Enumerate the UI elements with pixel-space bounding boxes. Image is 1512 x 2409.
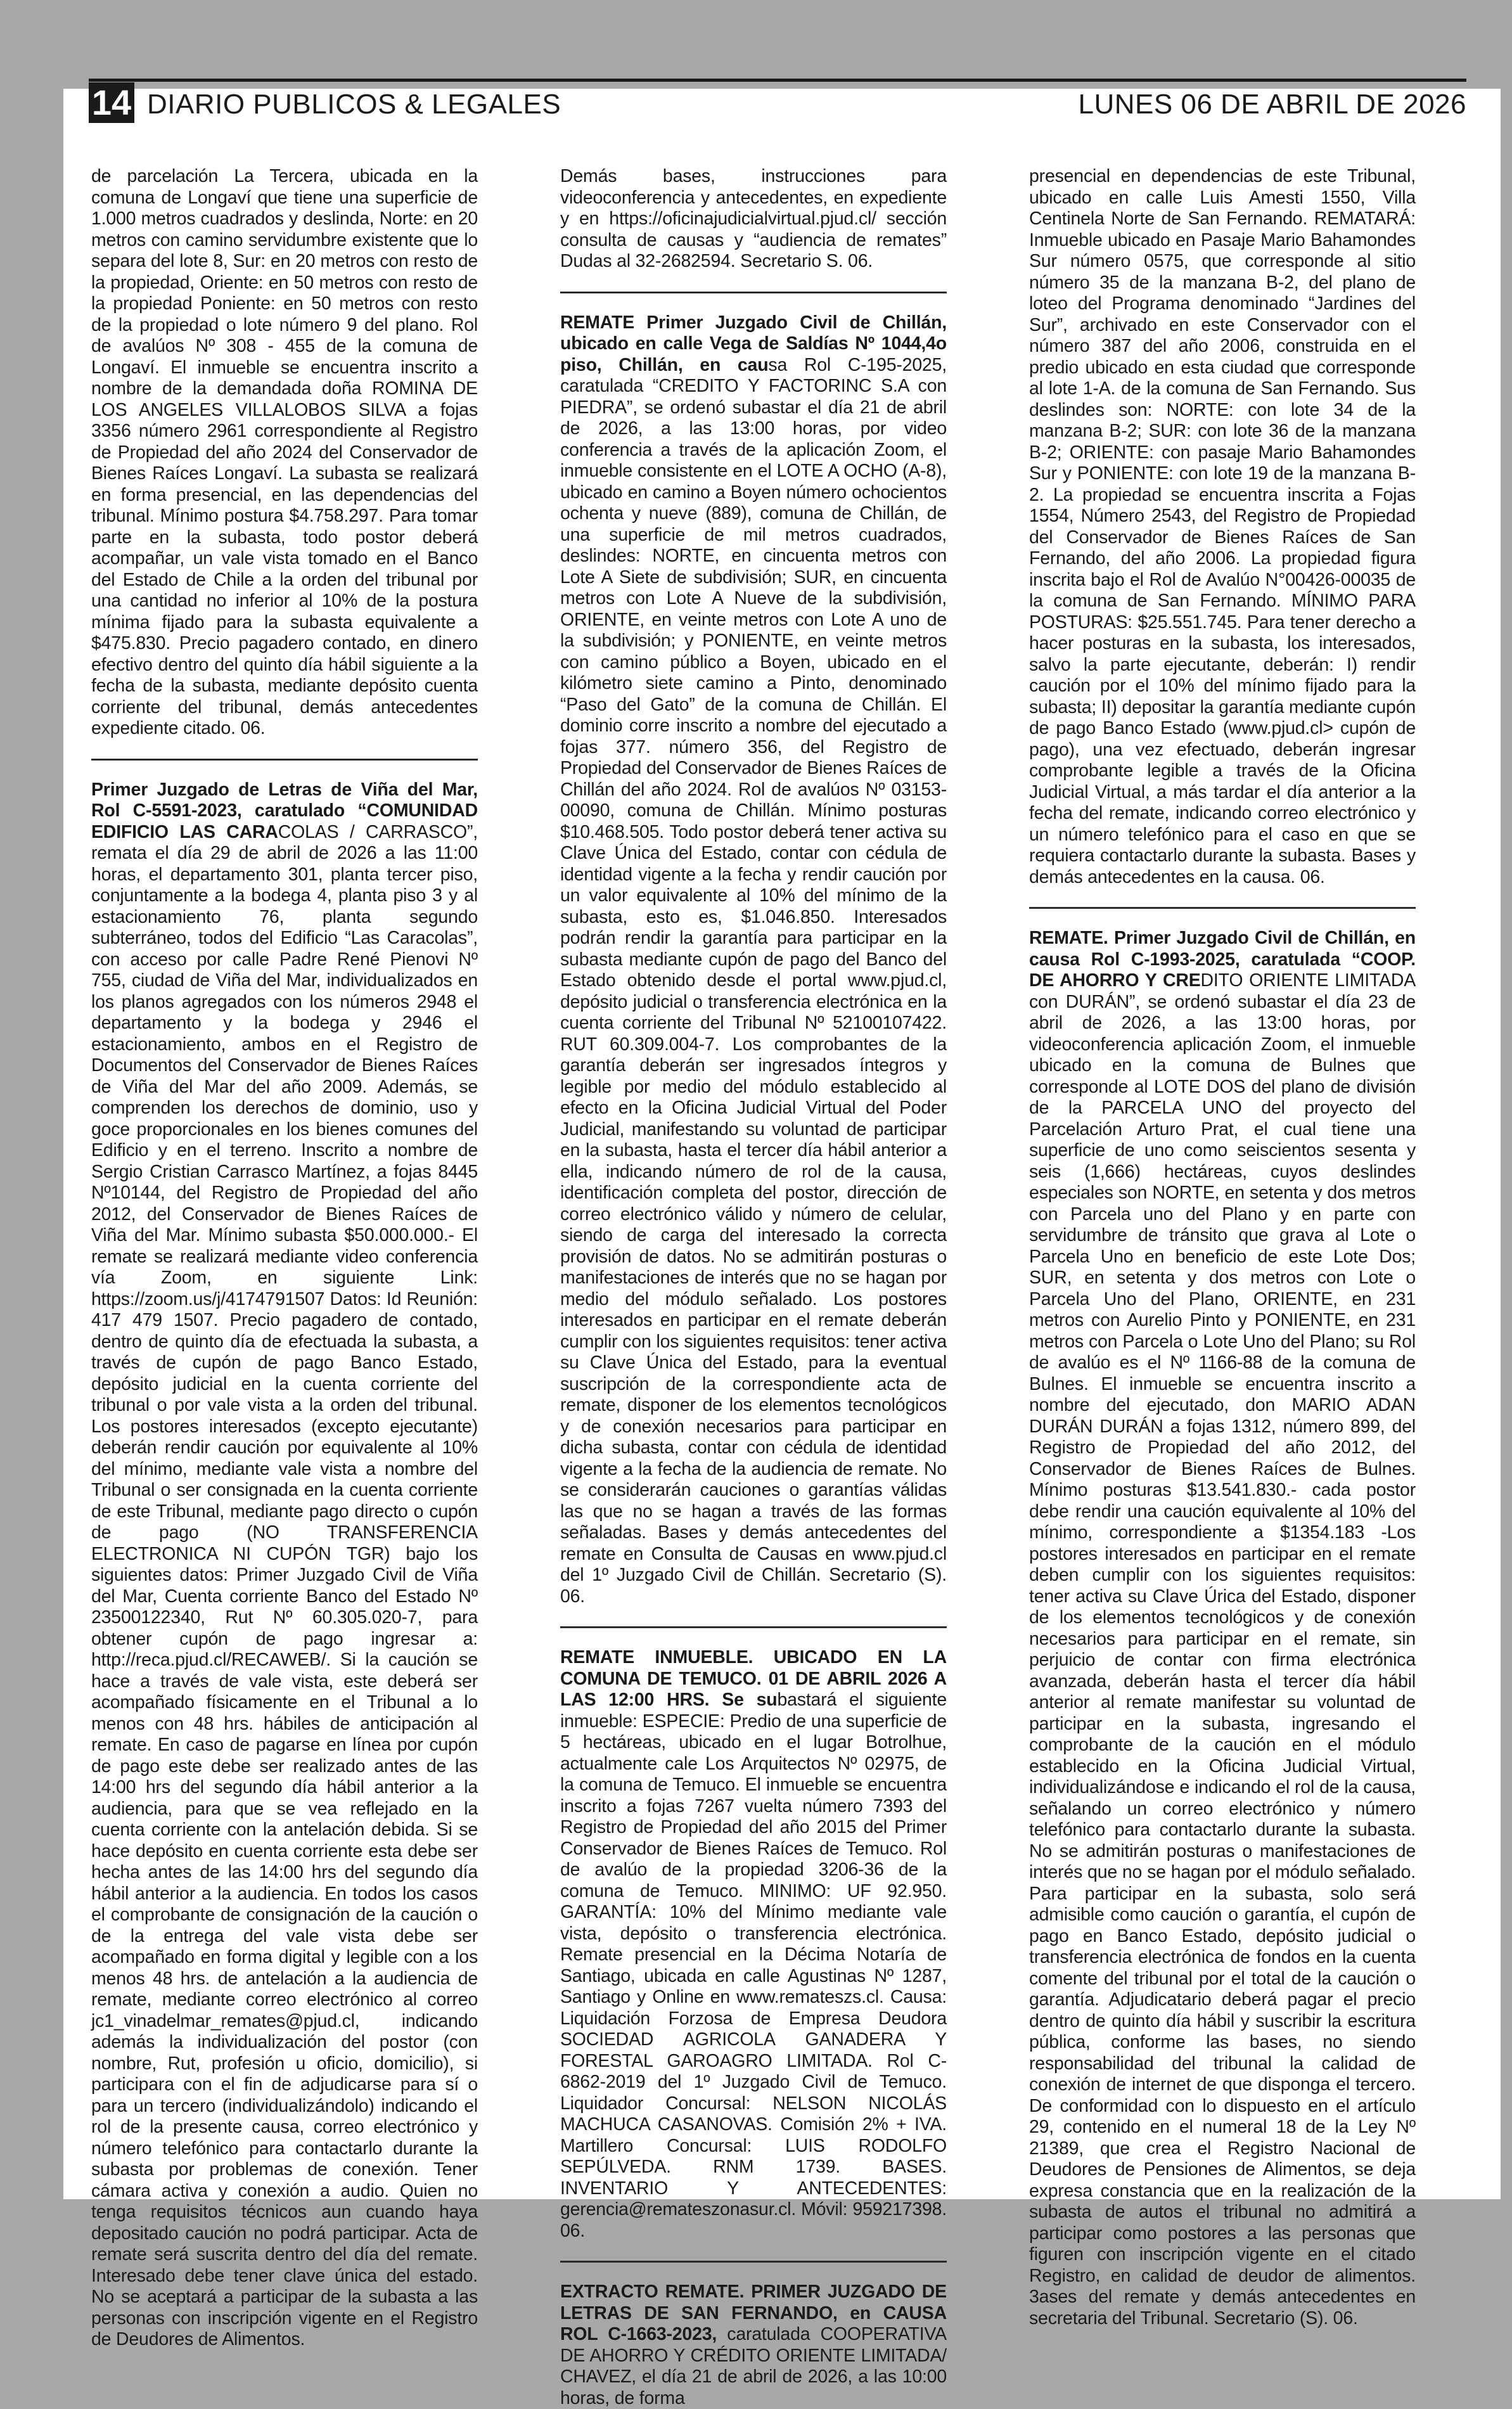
notice: [91, 166, 478, 740]
notice-text: [91, 166, 478, 740]
notice-body: de parcelación La Tercera, ubicada en la comuna de Longaví que tiene una superficie de 1.000 metros cuadrados y deslinda, Norte: en 20 metros con camino servidumbre existente que lo separa del lote 8, Sur: en 20 metros con resto de la propiedad, Oriente: en 50 metros con resto de la propiedad Poniente: en 50 metros con resto de la propiedad o lote número 9 del plano. Rol de avalúos Nº 308 - 455 de la comuna de Longaví. El inmueble se encuentra inscrito a nombre de la demandada doña ROMINA DE LOS ANGELES VILLALOBOS SILVA a fojas 3356 número 2961 correspondiente al Registro de Propiedad del año 2024 del Conservador de Bienes Raíces Longaví. La subasta se realizará en forma presencial, en las dependencias del tribunal. Mínimo postura $4.758.297. Para tomar parte en la subasta, todo postor deberá acompañar, un vale vista tomado en el Banco del Estado de Chile a la orden del tribunal por una cantidad no inferior al 10% de la postura mínima fijado para la subasta equivalente a $475.830. Precio pagadero contado, en dinero efectivo dentro del quinto día hábil siguiente a la fecha de la subasta, mediante depósito cuenta corriente del tribunal, demás antecedentes expediente citado. 06.: [91, 166, 478, 738]
notice: [560, 166, 947, 273]
notice-text: [560, 2282, 947, 2409]
notice-lead: EXTRACTO REMATE. PRIMER JUZGADO DE LETRAS DE SAN FERNANDO, en CAUSA ROL C-1663-2023,: [560, 2282, 947, 2344]
page-header: [89, 79, 1466, 123]
publication-date: LUNES 06 DE ABRIL DE 2026: [1078, 89, 1466, 120]
notice-lead: REMATE Primer Juzgado Civil de Chillán, ubicado en calle Vega de Saldías Nº 1044,4o piso, Chillán, en cau: [560, 312, 947, 375]
notice-body: COLAS / CARRASCO”, remata el día 29 de abril de 2026 a las 11:00 horas, el departamento 301, planta tercer piso, conjuntamente a la bodega 4, planta piso 3 y al estacionamiento 76, planta segundo subterráneo, todos del Edificio “Las Caracolas”, con acceso por calle Padre René Pienovi Nº 755, ciudad de Viña del Mar, individualizados en los planos agregados con los números 2948 el departamento y la bodega y 2946 el estacionamiento, ambos en el Registro de Documentos del Conservador de Bienes Raíces de Viña del Mar del año 2009. Además, se comprenden los derechos de dominio, uso y goce proporcionales en los bienes comunes del Edificio y en el terreno. Inscrito a nombre de Sergio Cristian Carrasco Martínez, a fojas 8445 Nº10144, del Registro de Propiedad del año 2012, del Conservador de Bienes Raíces de Viña del Mar. Mínimo subasta $50.000.000.- El remate se realizará mediante video conferencia vía Zoom, en siguiente Link: https://zoom.us/j/4174791507 Datos: Id Reunión: 417 479 1507. Precio pagadero de contado, dentro de quinto día de efectuada la subasta, a través de cupón de pago Banco Estado, depósito judicial en la cuenta corriente del tribunal o por vale vista a la orden del tribunal. Los postores interesados (excepto ejecutante) deberán rendir caución por equivalente al 10% del mínimo, mediante vale vista a nombre del Tribunal o ser consignada en la cuenta corriente de este Tribunal, mediante pago directo o cupón de pago (NO TRANSFERENCIA ELECTRONICA NI CUPÓN TGR) bajo los siguientes datos: Primer Juzgado Civil de Viña del Mar, Cuenta corriente Banco del Estado Nº 23500122340, Rut Nº 60.305.020-7, para obtener cupón de pago ingresar a: http://reca.pjud.cl/RECAWEB/. Si la caución se hace a través de vale vista, este deberá ser acompañado físicamente en el Tribunal a lo menos con 48 hrs. hábiles de anticipación al remate. En caso de pagarse en línea por cupón de pago este debe ser realizado antes de las 14:00 hrs del segundo día hábil anterior a la audiencia, para que se vea reflejado en la cuenta corriente con la antelación debida. Si se hace depósito en cuenta corriente esta debe ser hecha antes de las 14:00 hrs del segundo día hábil anterior a la audiencia. En todos los casos el comprobante de consignación de la caución o de la entrega del vale vista debe ser acompañado en forma digital y legible con a los menos 48 hrs. de antelación a la audiencia de remate, mediante correo electrónico al correo jc1_vinadelmar_remates@pjud.cl, indicando además la individualización del postor (con nombre, Rut, profesión u oficio, domicilio), si participara con el fin de adjudicarse para sí o para un tercero (individualizándolo) indicando el rol de la presente causa, correo electrónico y número telefónico para contactarlo durante la subasta por problemas de conexión. Tener cámara activa y conexión a audio. Quien no tenga requisitos técnicos aun cuando haya depositado caución no podrá participar. Acta de remate será suscrita dentro del día del remate. Interesado debe tener clave única del estado. No se aceptará a participar de la subasta a las personas con inscripción vigente en el Registro de Deudores de Alimentos.: [91, 821, 478, 2349]
notice-body: Demás bases, instrucciones para videoconferencia y antecedentes, en expediente y en https://oficinajudicialvirtual.pjud.cl/ sección consulta de causas y “audiencia de remates” Dudas al 32-2682594. Secretario S. 06.: [560, 166, 947, 271]
header-rule: [89, 79, 1466, 82]
notice-text: [91, 780, 478, 2351]
notice-text: [1029, 166, 1416, 888]
notice-lead: REMATE. Primer Juzgado Civil de Chillán, en causa Rol C-1993-2025, caratulada “COOP. DE AHORRO Y CRE: [1029, 928, 1416, 991]
notice-body: caratulada COOPERATIVA DE AHORRO Y CRÉDITO ORIENTE LIMITADA/ CHAVEZ, el día 21 de abril de 2026, a las 10:00 horas, de forma: [560, 2324, 947, 2408]
notice-text: [560, 312, 947, 1608]
column-3: [1029, 166, 1416, 2329]
column-2: [560, 166, 947, 2408]
column-1: [91, 166, 478, 2349]
notice: [560, 2261, 947, 2409]
notice: [560, 292, 947, 1608]
notice-lead: Primer Juzgado de Letras de Viña del Mar, Rol C-5591-2023, caratulado “COMUNIDAD EDIFICIO LAS CARA: [91, 779, 478, 842]
notice: [1029, 907, 1416, 2329]
notice-body: sa Rol C-195-2025, caratulada “CREDITO Y FACTORINC S.A con PIEDRA”, se ordenó subastar el día 21 de abril de 2026, a las 13:00 horas, por video conferencia a través de la aplicación Zoom, el inmueble consistente en el LOTE A OCHO (A-8), ubicado en camino a Boyen número ochocientos ochenta y nueve (889), comuna de Chillán, de una superficie de mil metros cuadrados, deslindes: NORTE, en cincuenta metros con Lote A Siete de subdivisión; SUR, en cincuenta metros con Lote A Nueve de la subdivisión, ORIENTE, en veinte metros con Lote A uno de la subdivisión; y PONIENTE, en veinte metros con camino público a Boyen, ubicado en el kilómetro siete camino a Pinto, denominado “Paso del Gato” de la comuna de Chillán. El dominio corre inscrito a nombre del ejecutado a fojas 377. número 356, del Registro de Propiedad del Conservador de Bienes Raíces de Chillán del año 2024. Rol de avalúos Nº 03153-00090, comuna de Chillán. Mínimo posturas $10.468.505. Todo postor deberá tener activa su Clave Única del Estado, contar con cédula de identidad vigente a la fecha y rendir caución por un valor equivalente al 10% del mínimo de la subasta, esto es, $1.046.850. Interesados podrán rendir la garantía para participar en la subasta mediante cupón de pago del Banco del Estado obtenido desde el portal www.pjud.cl, depósito judicial o transferencia electrónica en la cuenta corriente del Tribunal Nº 52100107422. RUT 60.309.004-7. Los comprobantes de la garantía deberán ser ingresados íntegros y legible por medio del módulo establecido al efecto en la Oficina Judicial Virtual del Poder Judicial, manifestando su voluntad de participar en la subasta, hasta el tercer día hábil anterior a ella, indicando número de rol de la causa, identificación completa del postor, dirección de correo electrónico válido y número de celular, siendo de carga del interesado la correcta provisión de datos. No se admitirán posturas o manifestaciones de interés que no se hagan por medio del módulo señalado. Los postores interesados en participar en el remate deberán cumplir con los siguientes requisitos: tener activa su Clave Única del Estado, para la eventual suscripción de la correspondiente acta de remate, disponer de los elementos tecnológicos y de conexión necesarios para participar en dicha subasta, contar con cédula de identidad vigente a la fecha de la audiencia de remate. No se considerarán cauciones o garantías válidas las que no se hagan a través de las formas señaladas. Bases y demás antecedentes del remate en Consulta de Causas en www.pjud.cl del 1º Juzgado Civil de Chillán. Secretario (S). 06.: [560, 354, 947, 1607]
publication-name: DIARIO PUBLICOS & LEGALES: [147, 89, 561, 120]
notice-body: bastará el siguiente inmueble: ESPECIE: Predio de una superficie de 5 hectáreas, ubicado en el lugar Botrolhue, actualmente cale Los Arquitectos Nº 02975, de la comuna de Temuco. El inmueble se encuentra inscrito a fojas 7267 vuelta número 7393 del Registro de Propiedad del año 2015 del Primer Conservador de Bienes Raíces de Temuco. Rol de avalúo de la propiedad 3206-36 de la comuna de Temuco. MINIMO: UF 92.950. GARANTÍA: 10% del Mínimo mediante vale vista, depósito o transferencia electrónica. Remate presencial en la Décima Notaría de Santiago, ubicada en calle Agustinas Nº 1287, Santiago y Online en www.remateszs.cl. Causa: Liquidación Forzosa de Empresa Deudora SOCIEDAD AGRICOLA GANADERA Y FORESTAL GAROAGRO LIMITADA. Rol C-6862-2019 del 1º Juzgado Civil de Temuco. Liquidador Concursal: NELSON NICOLÁS MACHUCA CASANOVAS. Comisión 2% + IVA. Martillero Concursal: LUIS RODOLFO SEPÚLVEDA. RNM 1739. BASES. INVENTARIO Y ANTECEDENTES: gerencia@remateszonasur.cl. Móvil: 959217398. 06.: [560, 1690, 947, 2241]
page-number: 14: [89, 82, 134, 123]
notice: [560, 1626, 947, 2242]
notice-text: [1029, 928, 1416, 2329]
notice: [91, 759, 478, 2351]
notice-lead: REMATE INMUEBLE. UBICADO EN LA COMUNA DE TEMUCO. 01 DE ABRIL 2026 A LAS 12:00 HRS. Se su: [560, 1647, 947, 1710]
notice-text: [560, 1647, 947, 2242]
notice-body: DITO ORIENTE LIMITADA con DURÁN”, se ordenó subastar el día 23 de abril de 2026, a las 13:00 horas, por videoconferencia aplicación Zoom, el inmueble ubicado en la comuna de Bulnes que corresponde al LOTE DOS del plano de división de la PARCELA UNO del proyecto del Parcelación Arturo Prat, el cual tiene una superficie de uno como seiscientos sesenta y seis (1,666) hectáreas, cuyos deslindes especiales son NORTE, en setenta y dos metros con Parcela uno del Plano y en parte con servidumbre de tránsito que grava al Lote o Parcela Uno en beneficio de este Lote Dos; SUR, en setenta y dos metros con Lote o Parcela Uno del Plano, ORIENTE, en 231 metros con Aurelio Pinto y PONIENTE, en 231 metros con Parcela o Lote Uno del Plano; su Rol de avalúo es el Nº 1166-88 de la comuna de Bulnes. El inmueble se encuentra inscrito a nombre del ejecutado, don MARIO ADAN DURÁN DURÁN a fojas 1312, número 899, del Registro de Propiedad del año 2012, del Conservador de Bienes Raíces de Bulnes. Mínimo posturas $13.541.830.- cada postor debe rendir una caución equivalente al 10% del mínimo, correspondiente a $1354.183 -Los postores interesados en participar en el remate deben cumplir con los siguientes requisitos: tener activa su Clave Úrica del Estado, disponer de los elementos tecnológicos y de conexión necesarios para participar en el remate, sin perjuicio de contar con firma electrónica avanzada, deberán hasta el tercer día hábil anterior al remate manifestar su voluntad de participar en la subasta, ingresando el comprobante de la caución en el módulo establecido en la Oficina Judicial Virtual, individualizándose e indicando el rol de la causa, señalando un correo electrónico y número telefónico para contactarlo durante la subasta. No se admitirán posturas o manifestaciones de interés que no se hagan por el módulo señalado. Para participar en la subasta, solo será admisible como caución o garantía, el cupón de pago en Banco Estado, depósito judicial o transferencia electrónica de fondos en la cuenta comente del tribunal por el total de la caución o garantía. Adjudicatario deberá pagar el precio dentro de quinto día hábil y suscribir la escritura pública, conforme las bases, no siendo responsabilidad del tribunal la calidad de conexión de internet de que disponga el tercero. De conformidad con lo dispuesto en el artículo 29, contenido en el numeral 18 de la Ley Nº 21389, que crea el Registro Nacional de Deudores de Pensiones de Alimentos, se deja expresa constancia que en la realización de la subasta de autos el tribunal no admitirá a participar como postores a las personas que figuren con inscripción vigente en el citado Registro, en calidad de deudor de alimentos. 3ases del remate y demás antecedentes en secretaria del Tribunal. Secretario (S). 06.: [1029, 970, 1416, 2329]
notice-text: [560, 166, 947, 273]
notice-body: presencial en dependencias de este Tribunal, ubicado en calle Luis Amesti 1550, Villa Centinela Norte de San Fernando. REMATARÁ: Inmueble ubicado en Pasaje Mario Bahamondes Sur número 0575, que corresponde al sitio número 35 de la manzana B-2, del plano de loteo del Programa denominado “Jardines del Sur”, archivado en este Conservador con el número 387 del año 2006, construida en el predio ubicado en esta ciudad que corresponde al lote 1-A. de la comuna de San Fernando. Sus deslindes son: NORTE: con lote 34 de la manzana B-2; SUR: con lote 36 de la manzana B-2; ORIENTE: con pasaje Mario Bahamondes Sur y PONIENTE: con lote 19 de la manzana B-2. La propiedad se encuentra inscrita a Fojas 1554, Número 2543, del Registro de Propiedad del Conservador de Bienes Raíces de San Fernando, del año 2006. La propiedad figura inscrita bajo el Rol de Avalúo N°00426-00035 de la comuna de San Fernando. MÍNIMO PARA POSTURAS: $25.551.745. Para tener derecho a hacer posturas en la subasta, los interesados, salvo la parte ejecutante, deberán: I) rendir caución por el 10% del mínimo fijado para la subasta; II) depositar la garantía mediante cupón de pago Banco Estado (www.pjud.cl> cupón de pago), una vez efectuado, deberán ingresar comprobante legible a través de la Oficina Judicial Virtual, a más tardar el día anterior a la fecha del remate, indicando correo electrónico y un número telefónico para el caso en que se requiera contactarlo durante la subasta. Bases y demás antecedentes en la causa. 06.: [1029, 166, 1416, 887]
notice: [1029, 166, 1416, 888]
